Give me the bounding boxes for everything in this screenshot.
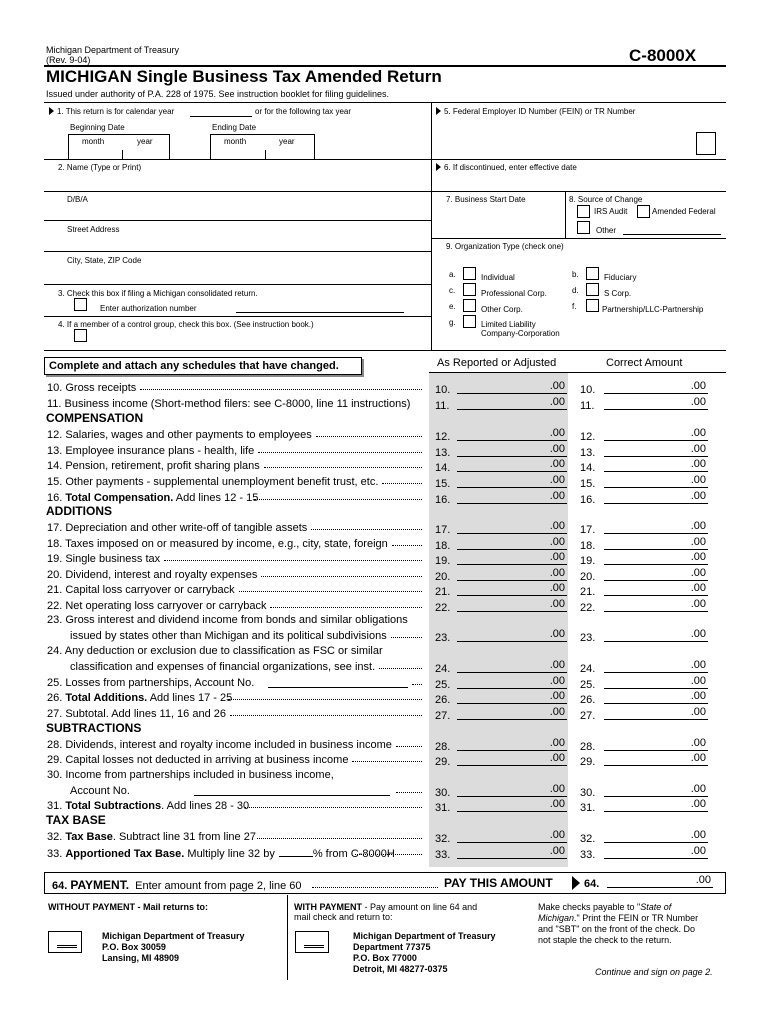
correct-amount-field[interactable]: .00: [604, 551, 708, 565]
line-number: 32.: [580, 833, 596, 845]
line-27: [0, 706, 770, 722]
leader-dots: [261, 569, 422, 577]
correct-amount-field[interactable]: .00: [604, 690, 708, 704]
line-desc: 13. Employee insurance plans - health, life: [47, 445, 255, 457]
line-32: [0, 829, 770, 845]
line-22: [0, 598, 770, 614]
line-number: 11.: [435, 400, 450, 412]
leader-dots: [391, 630, 422, 638]
line-desc: 17. Depreciation and other write-off of tangible assets: [47, 522, 308, 534]
line-desc: 29. Capital losses not deducted in arriving at business income: [47, 754, 349, 766]
correct-amount-field[interactable]: .00: [604, 380, 708, 394]
line-26: [0, 690, 770, 706]
line-desc-cont: issued by states other than Michigan and its political subdivisions: [70, 630, 387, 642]
reported-amount-field[interactable]: .00: [457, 737, 567, 751]
line-number: 30.: [435, 787, 451, 799]
line-13: [0, 443, 770, 459]
correct-amount-field[interactable]: .00: [604, 659, 708, 673]
leader-dots: [396, 785, 422, 793]
llc-corp-checkbox[interactable]: [463, 315, 476, 328]
line-desc: 18. Taxes imposed on or measured by income, e.g., city, state, foreign: [47, 538, 388, 550]
amended-federal-checkbox[interactable]: [637, 205, 650, 218]
reported-amount-field[interactable]: .00: [457, 551, 567, 565]
line-number: 29.: [580, 756, 596, 768]
correct-amount-field[interactable]: .00: [604, 628, 708, 642]
line-14: [0, 458, 770, 474]
leader-dots: [355, 847, 422, 855]
correct-amount-field[interactable]: .00: [604, 520, 708, 534]
line-18: [0, 536, 770, 552]
line-number: 13.: [435, 447, 451, 459]
line-28: [0, 737, 770, 753]
correct-amount-field[interactable]: .00: [604, 752, 708, 766]
line-number: 20.: [435, 571, 451, 583]
leader-dots: [396, 739, 422, 747]
line-number: 18.: [435, 540, 451, 552]
line-number: 29.: [435, 756, 451, 768]
payment-amount-field[interactable]: .00: [607, 874, 713, 888]
line-number: 23.: [435, 632, 451, 644]
line-number: 11.: [580, 400, 595, 412]
line-desc: 11. Business income (Short-method filers: see C-8000, line 11 instructions): [47, 398, 411, 410]
col-reported-header: As Reported or Adjusted: [437, 357, 557, 369]
line-number: 33.: [435, 849, 451, 861]
leader-dots: [239, 584, 422, 592]
reported-amount-field[interactable]: .00: [457, 659, 567, 673]
line-number: 10.: [435, 384, 451, 396]
line-number: 17.: [435, 524, 451, 536]
s-corp-checkbox[interactable]: [586, 283, 599, 296]
line-number: 26.: [435, 694, 451, 706]
reported-amount-field[interactable]: .00: [457, 380, 567, 394]
line-number: 30.: [580, 787, 596, 799]
line-25: [0, 675, 770, 691]
reported-amount-field[interactable]: .00: [457, 443, 567, 457]
line-number: 14.: [435, 462, 451, 474]
leader-dots: [412, 677, 422, 685]
authorization-number-input[interactable]: [236, 302, 404, 313]
correct-amount-field[interactable]: .00: [604, 458, 708, 472]
line-12: [0, 427, 770, 443]
reported-amount-field[interactable]: .00: [457, 675, 567, 689]
line-17: [0, 520, 770, 536]
line-desc: 33. Apportioned Tax Base. Multiply line 32 by % from C-8000H: [47, 848, 395, 860]
line-number: 19.: [435, 555, 451, 567]
line-number: 20.: [580, 571, 596, 583]
line-desc: 19. Single business tax: [47, 553, 161, 565]
correct-amount-field[interactable]: .00: [604, 536, 708, 550]
leader-dots: [254, 492, 422, 500]
leader-dots: [140, 382, 422, 390]
line-desc: 16. Total Compensation. Add lines 12 - 15: [47, 492, 259, 504]
professional-corp-checkbox[interactable]: [463, 283, 476, 296]
line-number: 27.: [435, 710, 451, 722]
correct-amount-field[interactable]: .00: [604, 783, 708, 797]
line-number: 21.: [580, 586, 596, 598]
leader-dots: [352, 754, 422, 762]
line-number: 28.: [580, 741, 596, 753]
leader-dots: [316, 429, 422, 437]
line-23: [0, 614, 770, 644]
percent-input[interactable]: [279, 847, 313, 857]
line-desc: 14. Pension, retirement, profit sharing plans: [47, 460, 260, 472]
line-29: [0, 752, 770, 768]
line-desc: 28. Dividends, interest and royalty income included in business income: [47, 739, 392, 751]
correct-amount-field[interactable]: .00: [604, 427, 708, 441]
line-number: 22.: [580, 602, 596, 614]
line-21: [0, 582, 770, 598]
section-add: ADDITIONS: [46, 504, 112, 518]
line-number: 32.: [435, 833, 451, 845]
line-19: [0, 551, 770, 567]
leader-dots: [258, 445, 422, 453]
irs-audit-checkbox[interactable]: [577, 205, 590, 218]
leader-dots: [311, 522, 422, 530]
other-corp-checkbox[interactable]: [463, 299, 476, 312]
other-source-input[interactable]: [623, 224, 721, 235]
reported-amount-field[interactable]: .00: [457, 536, 567, 550]
reported-amount-field[interactable]: .00: [457, 427, 567, 441]
schedules-notice: Complete and attach any schedules that have changed.: [44, 357, 362, 375]
line-desc: 21. Capital loss carryover or carryback: [47, 584, 235, 596]
col-correct-header: Correct Amount: [606, 357, 683, 369]
reported-amount-field[interactable]: .00: [457, 845, 567, 859]
individual-checkbox[interactable]: [463, 267, 476, 280]
correct-amount-field[interactable]: .00: [604, 675, 708, 689]
line-20: [0, 567, 770, 583]
leader-dots: [164, 553, 422, 561]
control-group-checkbox[interactable]: [74, 329, 87, 342]
leader-dots: [382, 476, 422, 484]
line-desc: 30. Income from partnerships included in business income,: [47, 769, 334, 781]
line-desc: 32. Tax Base. Subtract line 31 from line 27: [47, 831, 256, 843]
leader-dots: [392, 538, 422, 546]
leader-dots: [379, 661, 422, 669]
line-desc: 15. Other payments - supplemental unemployment benefit trust, etc.: [47, 476, 379, 488]
correct-amount-field[interactable]: .00: [604, 706, 708, 720]
correct-amount-field[interactable]: .00: [604, 396, 708, 410]
correct-amount-field[interactable]: .00: [604, 737, 708, 751]
reported-amount-field[interactable]: .00: [457, 798, 567, 812]
reported-amount-field[interactable]: .00: [457, 490, 567, 504]
reported-amount-field[interactable]: .00: [457, 520, 567, 534]
reported-amount-field[interactable]: .00: [457, 458, 567, 472]
leader-dots: [230, 708, 422, 716]
line-desc: 10. Gross receipts: [47, 382, 137, 394]
consolidated-checkbox[interactable]: [74, 298, 87, 311]
page-title: MICHIGAN Single Business Tax Amended Return: [46, 67, 442, 86]
leader-dots: [257, 831, 422, 839]
line-number: 25.: [435, 679, 451, 691]
line-number: 33.: [580, 849, 596, 861]
section-base: TAX BASE: [46, 813, 106, 827]
reported-amount-field[interactable]: .00: [457, 582, 567, 596]
reported-amount-field[interactable]: .00: [457, 706, 567, 720]
leader-dots: [264, 460, 422, 468]
line-number: 26.: [580, 694, 596, 706]
account-number-input[interactable]: [268, 676, 408, 688]
line-number: 25.: [580, 679, 596, 691]
line-desc: 26. Total Additions. Add lines 17 - 25: [47, 692, 233, 704]
line-number: 10.: [580, 384, 596, 396]
section-sub: SUBTRACTIONS: [46, 721, 142, 735]
line-desc: 12. Salaries, wages and other payments to employees: [47, 429, 312, 441]
line-number: 14.: [580, 462, 596, 474]
line-desc: 31. Total Subtractions. Add lines 28 - 30: [47, 800, 250, 812]
line-16: [0, 490, 770, 506]
correct-amount-field[interactable]: .00: [604, 582, 708, 596]
line-number: 13.: [580, 447, 596, 459]
reported-amount-field[interactable]: .00: [457, 690, 567, 704]
section-comp: COMPENSATION: [46, 411, 144, 425]
leader-dots: [228, 692, 422, 700]
envelope-icon: [48, 931, 82, 953]
reported-amount-field[interactable]: .00: [457, 474, 567, 488]
fein-checkbox[interactable]: [696, 132, 716, 155]
dept-name: Michigan Department of Treasury: [46, 45, 180, 55]
other-source-checkbox[interactable]: [577, 221, 590, 234]
line-31: [0, 798, 770, 814]
reported-amount-field[interactable]: .00: [457, 598, 567, 612]
line-number: 17.: [580, 524, 596, 536]
correct-amount-field[interactable]: .00: [604, 567, 708, 581]
line-desc: 25. Losses from partnerships, Account No.: [47, 677, 255, 689]
line-number: 27.: [580, 710, 596, 722]
line-33: [0, 845, 770, 861]
line-desc-cont: classification and expenses of financial organizations, see inst.: [70, 661, 376, 673]
line-10: [0, 380, 770, 396]
reported-amount-field[interactable]: .00: [457, 396, 567, 410]
line-number: 24.: [580, 663, 596, 675]
fiduciary-checkbox[interactable]: [586, 267, 599, 280]
line-number: 16.: [580, 494, 596, 506]
revision: (Rev. 9-04): [46, 55, 91, 65]
line-11: [0, 396, 770, 412]
line-number: 19.: [580, 555, 596, 567]
line-desc: 23. Gross interest and dividend income from bonds and similar obligations: [47, 614, 408, 626]
correct-amount-field[interactable]: .00: [604, 490, 708, 504]
correct-amount-field[interactable]: .00: [604, 845, 708, 859]
line-number: 18.: [580, 540, 596, 552]
line-desc: 22. Net operating loss carryover or carryback: [47, 600, 267, 612]
line-24: [0, 645, 770, 675]
line-desc: 20. Dividend, interest and royalty expenses: [47, 569, 258, 581]
line-15: [0, 474, 770, 490]
line-number: 31.: [580, 802, 596, 814]
reported-amount-field[interactable]: .00: [457, 829, 567, 843]
line-number: 16.: [435, 494, 451, 506]
line-number: 12.: [435, 431, 451, 443]
line-number: 12.: [580, 431, 596, 443]
line-desc: 24. Any deduction or exclusion due to classification as FSC or similar: [47, 645, 383, 657]
correct-amount-field[interactable]: .00: [604, 798, 708, 812]
leader-dots: [245, 800, 422, 808]
line-number: 28.: [435, 741, 451, 753]
reported-amount-field[interactable]: .00: [457, 752, 567, 766]
authority: Issued under authority of P.A. 228 of 1975. See instruction booklet for filing guidelines.: [46, 89, 390, 99]
line-number: 21.: [435, 586, 451, 598]
line-number: 31.: [435, 802, 451, 814]
line-desc-cont: Account No.: [70, 785, 130, 797]
leader-dots: [270, 600, 422, 608]
partnership-checkbox[interactable]: [586, 299, 599, 312]
calendar-year-input[interactable]: [190, 105, 252, 117]
line-number: 15.: [435, 478, 451, 490]
correct-amount-field[interactable]: .00: [604, 474, 708, 488]
reported-amount-field[interactable]: .00: [457, 567, 567, 581]
reported-amount-field[interactable]: .00: [457, 783, 567, 797]
line-number: 15.: [580, 478, 596, 490]
line-30: [0, 769, 770, 799]
correct-amount-field[interactable]: .00: [604, 598, 708, 612]
line-desc: 27. Subtotal. Add lines 11, 16 and 26: [47, 708, 226, 720]
correct-amount-field[interactable]: .00: [604, 829, 708, 843]
line-number: 23.: [580, 632, 596, 644]
account-number-input[interactable]: [194, 784, 390, 796]
envelope-icon: [295, 931, 329, 953]
line-number: 22.: [435, 602, 451, 614]
form-number: C-8000X: [629, 46, 697, 65]
correct-amount-field[interactable]: .00: [604, 443, 708, 457]
line-number: 24.: [435, 663, 451, 675]
reported-amount-field[interactable]: .00: [457, 628, 567, 642]
